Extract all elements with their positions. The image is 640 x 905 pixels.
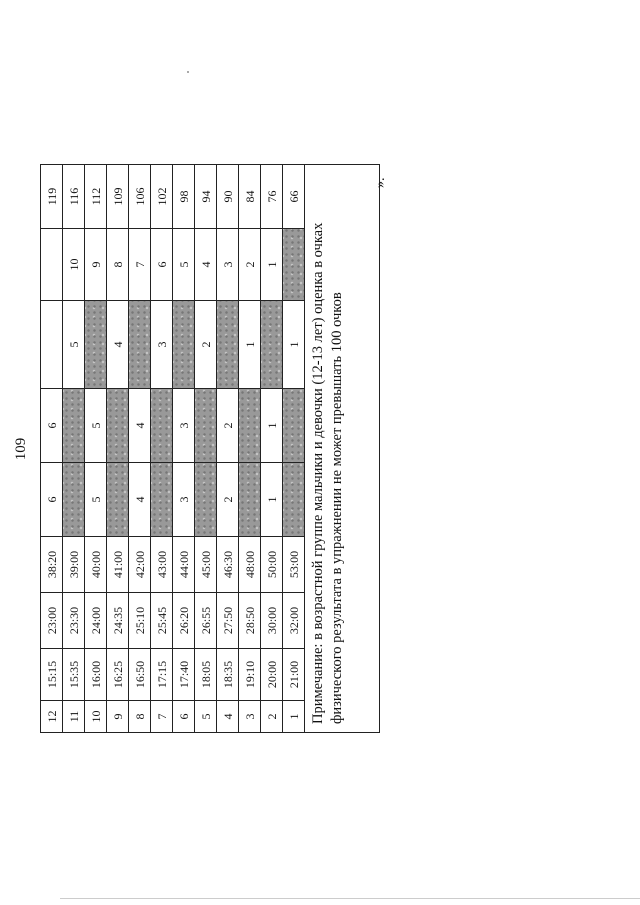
- table-cell: [261, 301, 283, 389]
- table-cell: 17:15: [151, 649, 173, 701]
- table-cell: [151, 389, 173, 463]
- table-cell: [63, 389, 85, 463]
- rotated-page-content: [13, 165, 388, 733]
- table-cell: 18:05: [195, 649, 217, 701]
- table-cell: 12: [41, 701, 63, 733]
- scan-dust-dot: [187, 71, 189, 73]
- table-cell: 32:00: [283, 593, 305, 649]
- page-number: 109: [13, 437, 29, 461]
- table-cell: [195, 389, 217, 463]
- table-cell: 106: [129, 165, 151, 229]
- table-cell: [63, 463, 85, 537]
- table-cell: [283, 463, 305, 537]
- table-cell: 102: [151, 165, 173, 229]
- table-cell: 5: [85, 389, 107, 463]
- table-cell: 109: [107, 165, 129, 229]
- table-cell: 42:00: [129, 537, 151, 593]
- table-cell: 84: [239, 165, 261, 229]
- table-row: [195, 165, 217, 733]
- table-cell: 4: [129, 389, 151, 463]
- table-cell: [129, 301, 151, 389]
- table-cell: 46:30: [217, 537, 239, 593]
- table-cell: 15:15: [41, 649, 63, 701]
- table-row: [173, 165, 195, 733]
- table-cell: 6: [173, 701, 195, 733]
- table-cell: 4: [195, 229, 217, 301]
- table-cell: 43:00: [151, 537, 173, 593]
- table-cell: [173, 301, 195, 389]
- table-cell: 1: [239, 301, 261, 389]
- table-cell: [217, 301, 239, 389]
- table-cell: 45:00: [195, 537, 217, 593]
- table-cell: 5: [195, 701, 217, 733]
- table-cell: [41, 301, 63, 389]
- table-cell: 6: [41, 389, 63, 463]
- table-cell: 5: [63, 301, 85, 389]
- table-cell: 5: [85, 463, 107, 537]
- table-cell: 116: [63, 165, 85, 229]
- table-row: [129, 165, 151, 733]
- table-cell: 1: [261, 229, 283, 301]
- closing-quote: ».: [373, 177, 388, 188]
- table-cell: 2: [195, 301, 217, 389]
- table-cell: 9: [107, 701, 129, 733]
- table-cell: 17:40: [173, 649, 195, 701]
- table-cell: 112: [85, 165, 107, 229]
- table-cell: 3: [173, 463, 195, 537]
- table-cell: [239, 463, 261, 537]
- table-row: [151, 165, 173, 733]
- table-cell: [283, 389, 305, 463]
- table-cell: 76: [261, 165, 283, 229]
- table-row: [107, 165, 129, 733]
- table-cell: 11: [63, 701, 85, 733]
- table-cell: 3: [217, 229, 239, 301]
- table-cell: 10: [85, 701, 107, 733]
- table-cell: 1: [283, 301, 305, 389]
- table-cell: 20:00: [261, 649, 283, 701]
- table-cell: [107, 389, 129, 463]
- table-cell: 7: [151, 701, 173, 733]
- table-cell: [151, 463, 173, 537]
- table-cell: 41:00: [107, 537, 129, 593]
- table-row: [261, 165, 283, 733]
- table-cell: 5: [173, 229, 195, 301]
- table-cell: [195, 463, 217, 537]
- table-cell: 6: [41, 463, 63, 537]
- table-row: [63, 165, 85, 733]
- table-cell: 6: [151, 229, 173, 301]
- table-cell: 26:55: [195, 593, 217, 649]
- table-cell: 3: [239, 701, 261, 733]
- table-cell: 2: [217, 389, 239, 463]
- table-cell: 53:00: [283, 537, 305, 593]
- table-cell: 48:00: [239, 537, 261, 593]
- table-cell: 4: [217, 701, 239, 733]
- table-row: [239, 165, 261, 733]
- table-cell: 1: [261, 389, 283, 463]
- note-row: [305, 165, 380, 733]
- table-cell: 2: [261, 701, 283, 733]
- table-cell: 1: [261, 463, 283, 537]
- table-cell: 2: [217, 463, 239, 537]
- table-cell: 16:25: [107, 649, 129, 701]
- table-cell: 90: [217, 165, 239, 229]
- table-cell: 15:35: [63, 649, 85, 701]
- table-cell: 25:45: [151, 593, 173, 649]
- table-cell: 18:35: [217, 649, 239, 701]
- table-cell: [239, 389, 261, 463]
- table-cell: 21:00: [283, 649, 305, 701]
- table-cell: 24:35: [107, 593, 129, 649]
- table-cell: 24:00: [85, 593, 107, 649]
- table-cell: 4: [129, 463, 151, 537]
- table-cell: 7: [129, 229, 151, 301]
- table-cell: 119: [41, 165, 63, 229]
- table-cell: [107, 463, 129, 537]
- table-cell: 28:50: [239, 593, 261, 649]
- table-cell: [283, 229, 305, 301]
- table-row: [85, 165, 107, 733]
- table-cell: 94: [195, 165, 217, 229]
- table-cell: 8: [107, 229, 129, 301]
- table-row: [283, 165, 305, 733]
- table-cell: 2: [239, 229, 261, 301]
- table-cell: 39:00: [63, 537, 85, 593]
- table-cell: 16:00: [85, 649, 107, 701]
- table-cell: 16:50: [129, 649, 151, 701]
- table-cell: 23:30: [63, 593, 85, 649]
- table-cell: 3: [151, 301, 173, 389]
- table-cell: 66: [283, 165, 305, 229]
- table-cell: 26:20: [173, 593, 195, 649]
- table-cell: [85, 301, 107, 389]
- table-cell: 44:00: [173, 537, 195, 593]
- scoring-table: [40, 164, 380, 733]
- scan-edge-line: [60, 898, 640, 899]
- table-cell: 50:00: [261, 537, 283, 593]
- table-cell: 9: [85, 229, 107, 301]
- table-cell: 25:10: [129, 593, 151, 649]
- table-cell: 4: [107, 301, 129, 389]
- table-cell: 10: [63, 229, 85, 301]
- table-cell: 27:50: [217, 593, 239, 649]
- table-cell: 1: [283, 701, 305, 733]
- table-row: [41, 165, 63, 733]
- table-cell: 8: [129, 701, 151, 733]
- table-cell: 30:00: [261, 593, 283, 649]
- table-cell: 40:00: [85, 537, 107, 593]
- table-cell: 38:20: [41, 537, 63, 593]
- table-note: Примечание: в возрастной группе мальчики и девочки (12-13 лет) оценка в очках физического результата в упражнении не может превышать 100 очков: [305, 165, 380, 733]
- table-cell: 98: [173, 165, 195, 229]
- table-cell: 23:00: [41, 593, 63, 649]
- table-cell: 19:10: [239, 649, 261, 701]
- table-row: [217, 165, 239, 733]
- table-cell: [41, 229, 63, 301]
- table-cell: 3: [173, 389, 195, 463]
